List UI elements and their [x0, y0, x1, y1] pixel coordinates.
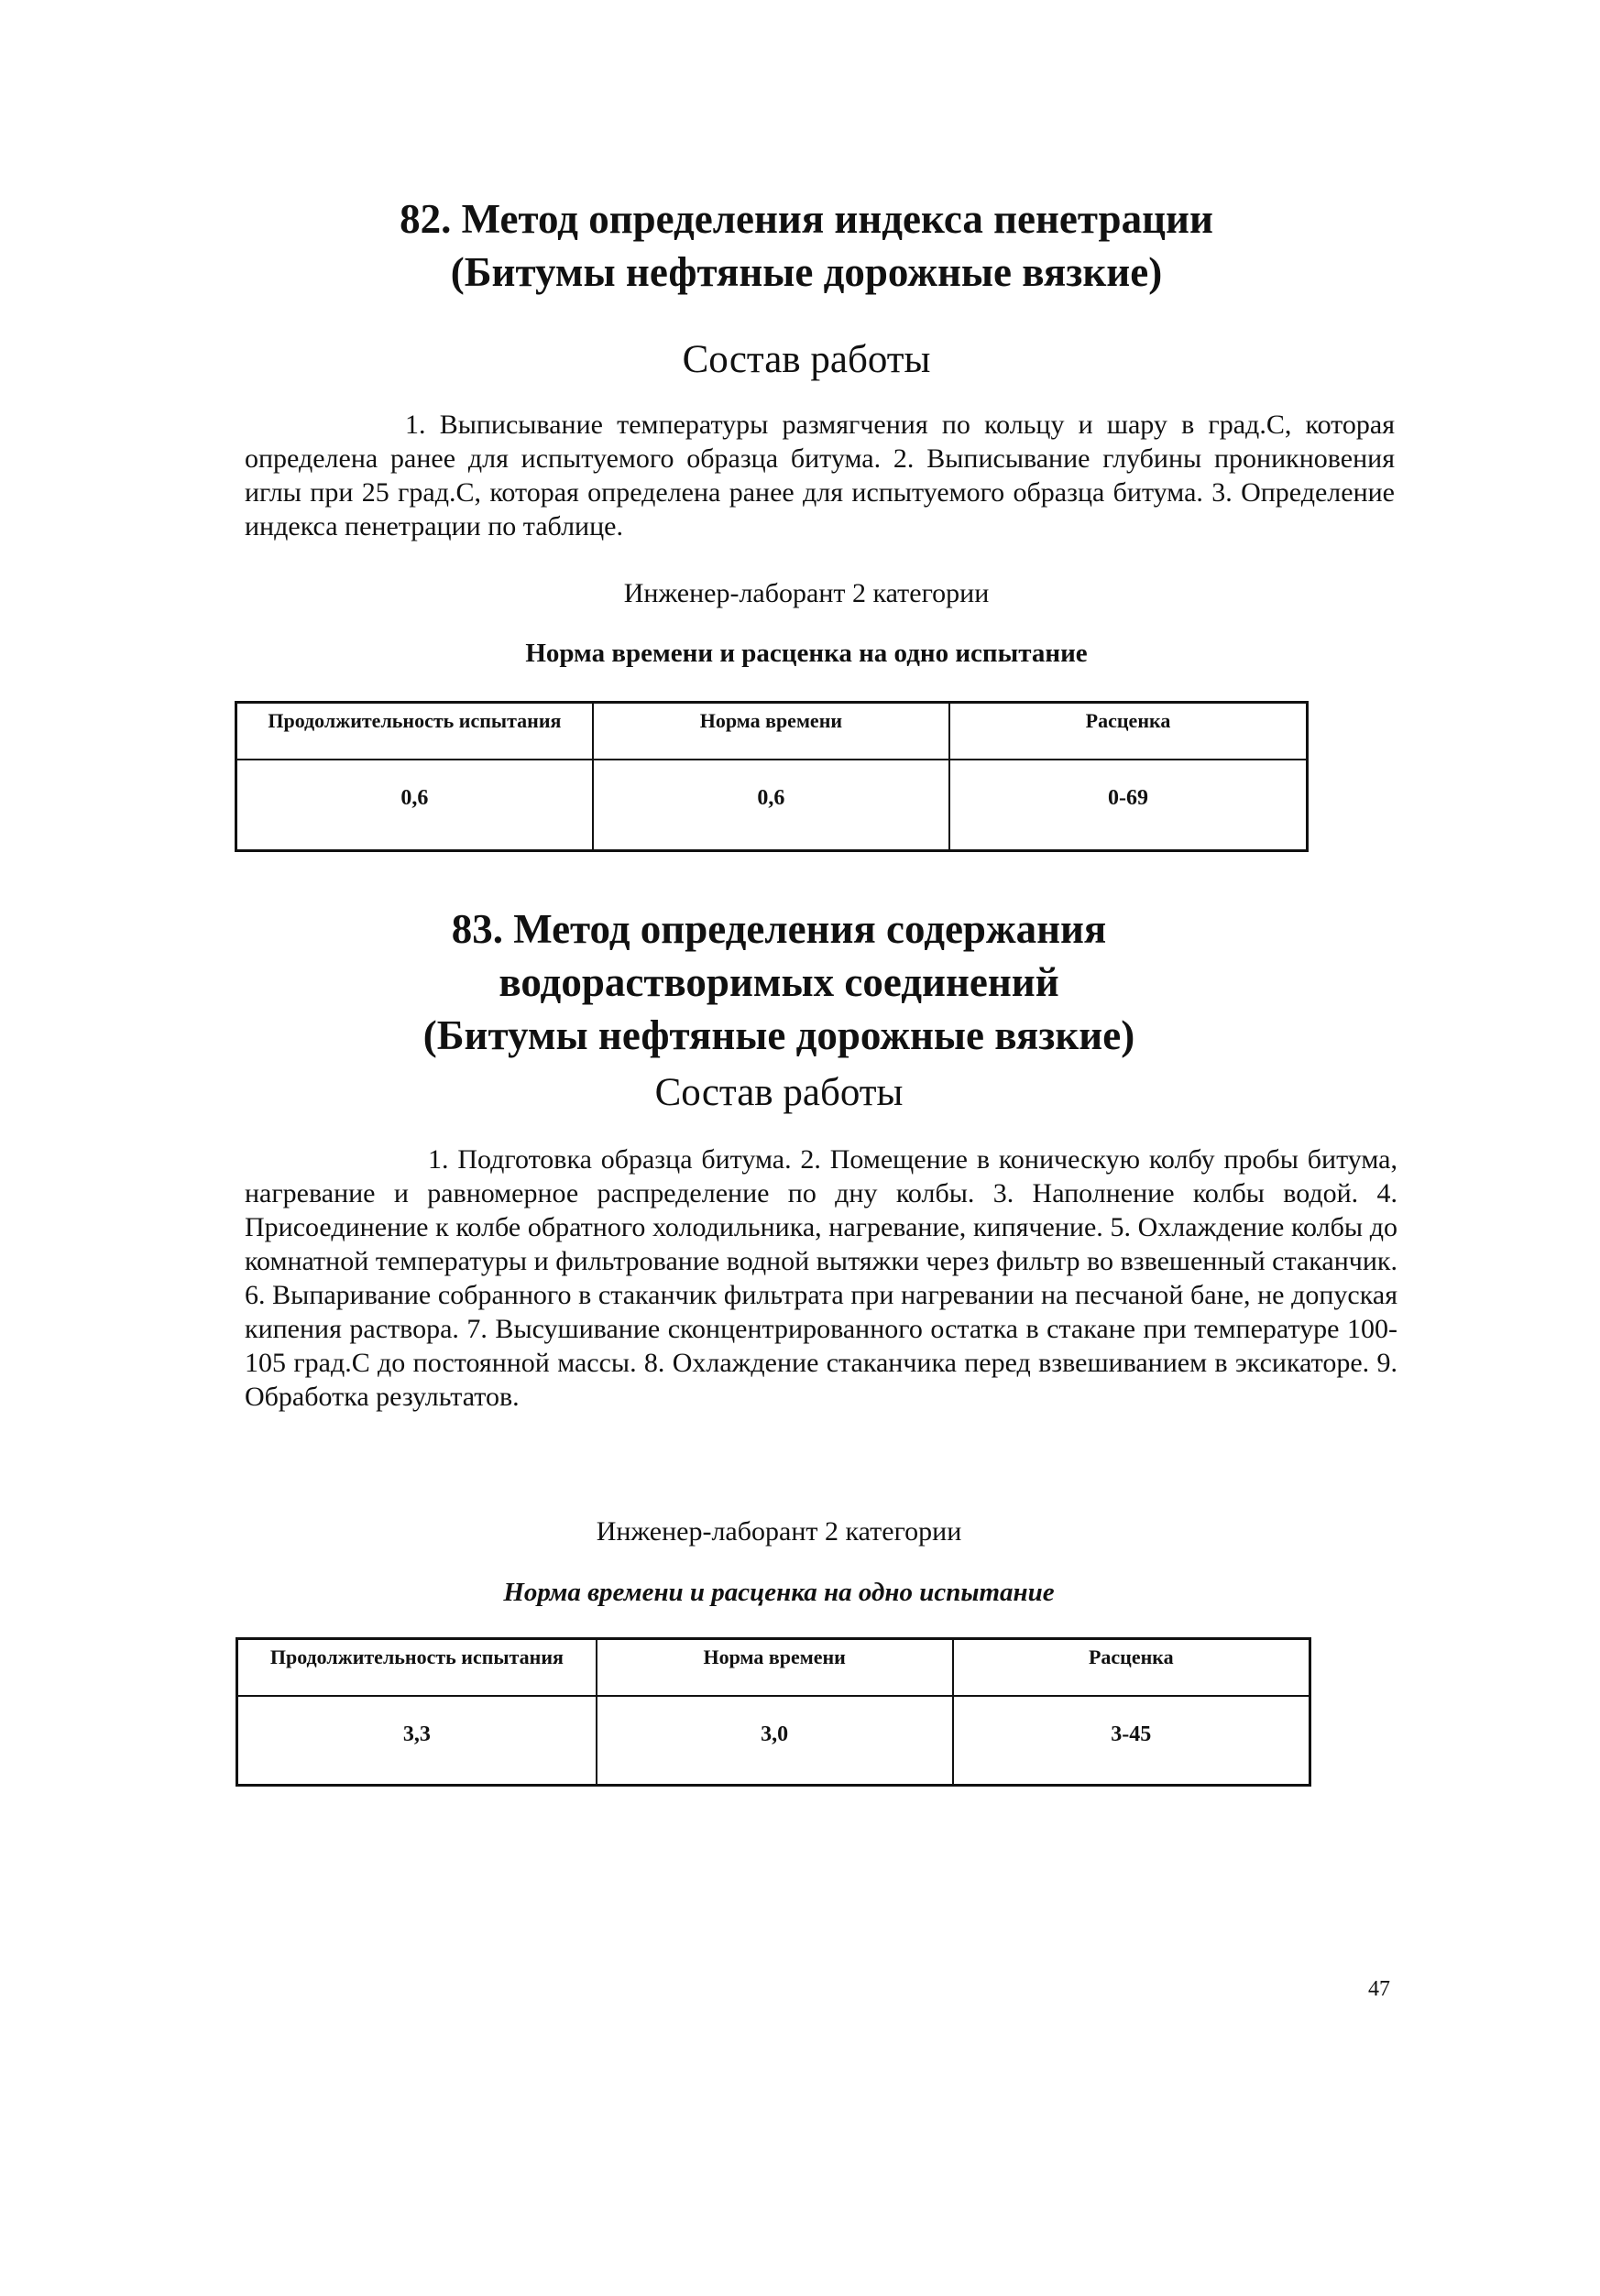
section-83-title-line-1: 83. Метод определения содержания [451, 906, 1107, 952]
section-83-work-text-body: 1. Подготовка образца битума. 2. Помещение в коническую колбу пробы битума, нагревание и равномерное распределение по дну колбы. 3. Наполнение колбы водой. 4. Присоединение к колбе обратного холодильника, нагревание, кипячение. 5. Охлаждение колбы до комнатной температуры и фильтрование водной вытяжки через фильтр во взвешенный стаканчик. 6. Выпаривание собранного в стаканчик фильтрата при нагревании на песчаной бане, не допуская кипения раствора. 7. Высушивание сконцентрированного остатка в стакане при температуре 100-105 град.С до постоянной массы. 8. Охлаждение стаканчика перед взвешиванием в эксикаторе. 9. Обработка результатов. [245, 1144, 1397, 1412]
cell-rate: 3-45 [953, 1696, 1310, 1786]
section-82-work-text [245, 408, 1395, 543]
header-rate: Расценка [953, 1639, 1310, 1696]
cell-duration: 3,3 [237, 1696, 597, 1786]
section-82-work-heading: Состав работы [682, 338, 931, 381]
table-header-row [236, 703, 1308, 760]
table-row [236, 760, 1308, 851]
section-82-norm-table [235, 701, 1309, 852]
header-duration: Продолжительность испытания [237, 1639, 597, 1696]
header-rate: Расценка [949, 703, 1307, 760]
section-83-norm-table [236, 1637, 1311, 1787]
cell-time-norm: 0,6 [593, 760, 949, 851]
section-82-role: Инженер-лаборант 2 категории [623, 578, 990, 608]
section-83-work-heading: Состав работы [654, 1071, 904, 1114]
cell-time-norm: 3,0 [597, 1696, 953, 1786]
section-82-title-line-1: 82. Метод определения индекса пенетрации [400, 196, 1213, 242]
header-duration: Продолжительность испытания [236, 703, 593, 760]
section-83-norm-heading: Норма времени и расценка на одно испытание [503, 1578, 1055, 1607]
section-83-title [229, 902, 1329, 1062]
page-number: 47 [1368, 1977, 1390, 2001]
section-82-title [257, 192, 1356, 299]
section-82-work-text-body: 1. Выписывание температуры размягчения по кольцу и шару в град.С, которая определена ранее для испытуемого образца битума. 2. Выписывание глубины проникновения иглы при 25 град.С, которая определена ранее для испытуемого образца битума. 3. Определение индекса пенетрации по таблице. [245, 410, 1395, 541]
section-83-title-line-2: водорастворимых соединений [499, 959, 1059, 1005]
table-header-row [237, 1639, 1310, 1696]
section-82-norm-heading: Норма времени и расценка на одно испытание [525, 639, 1088, 668]
cell-rate: 0-69 [949, 760, 1307, 851]
section-82-title-line-2: (Битумы нефтяные дорожные вязкие) [450, 249, 1163, 295]
header-time-norm: Норма времени [597, 1639, 953, 1696]
header-time-norm: Норма времени [593, 703, 949, 760]
section-83-work-text [245, 1143, 1397, 1414]
section-83-title-line-3: (Битумы нефтяные дорожные вязкие) [422, 1012, 1135, 1058]
cell-duration: 0,6 [236, 760, 593, 851]
section-83-role: Инженер-лаборант 2 категории [596, 1516, 962, 1547]
table-row [237, 1696, 1310, 1786]
